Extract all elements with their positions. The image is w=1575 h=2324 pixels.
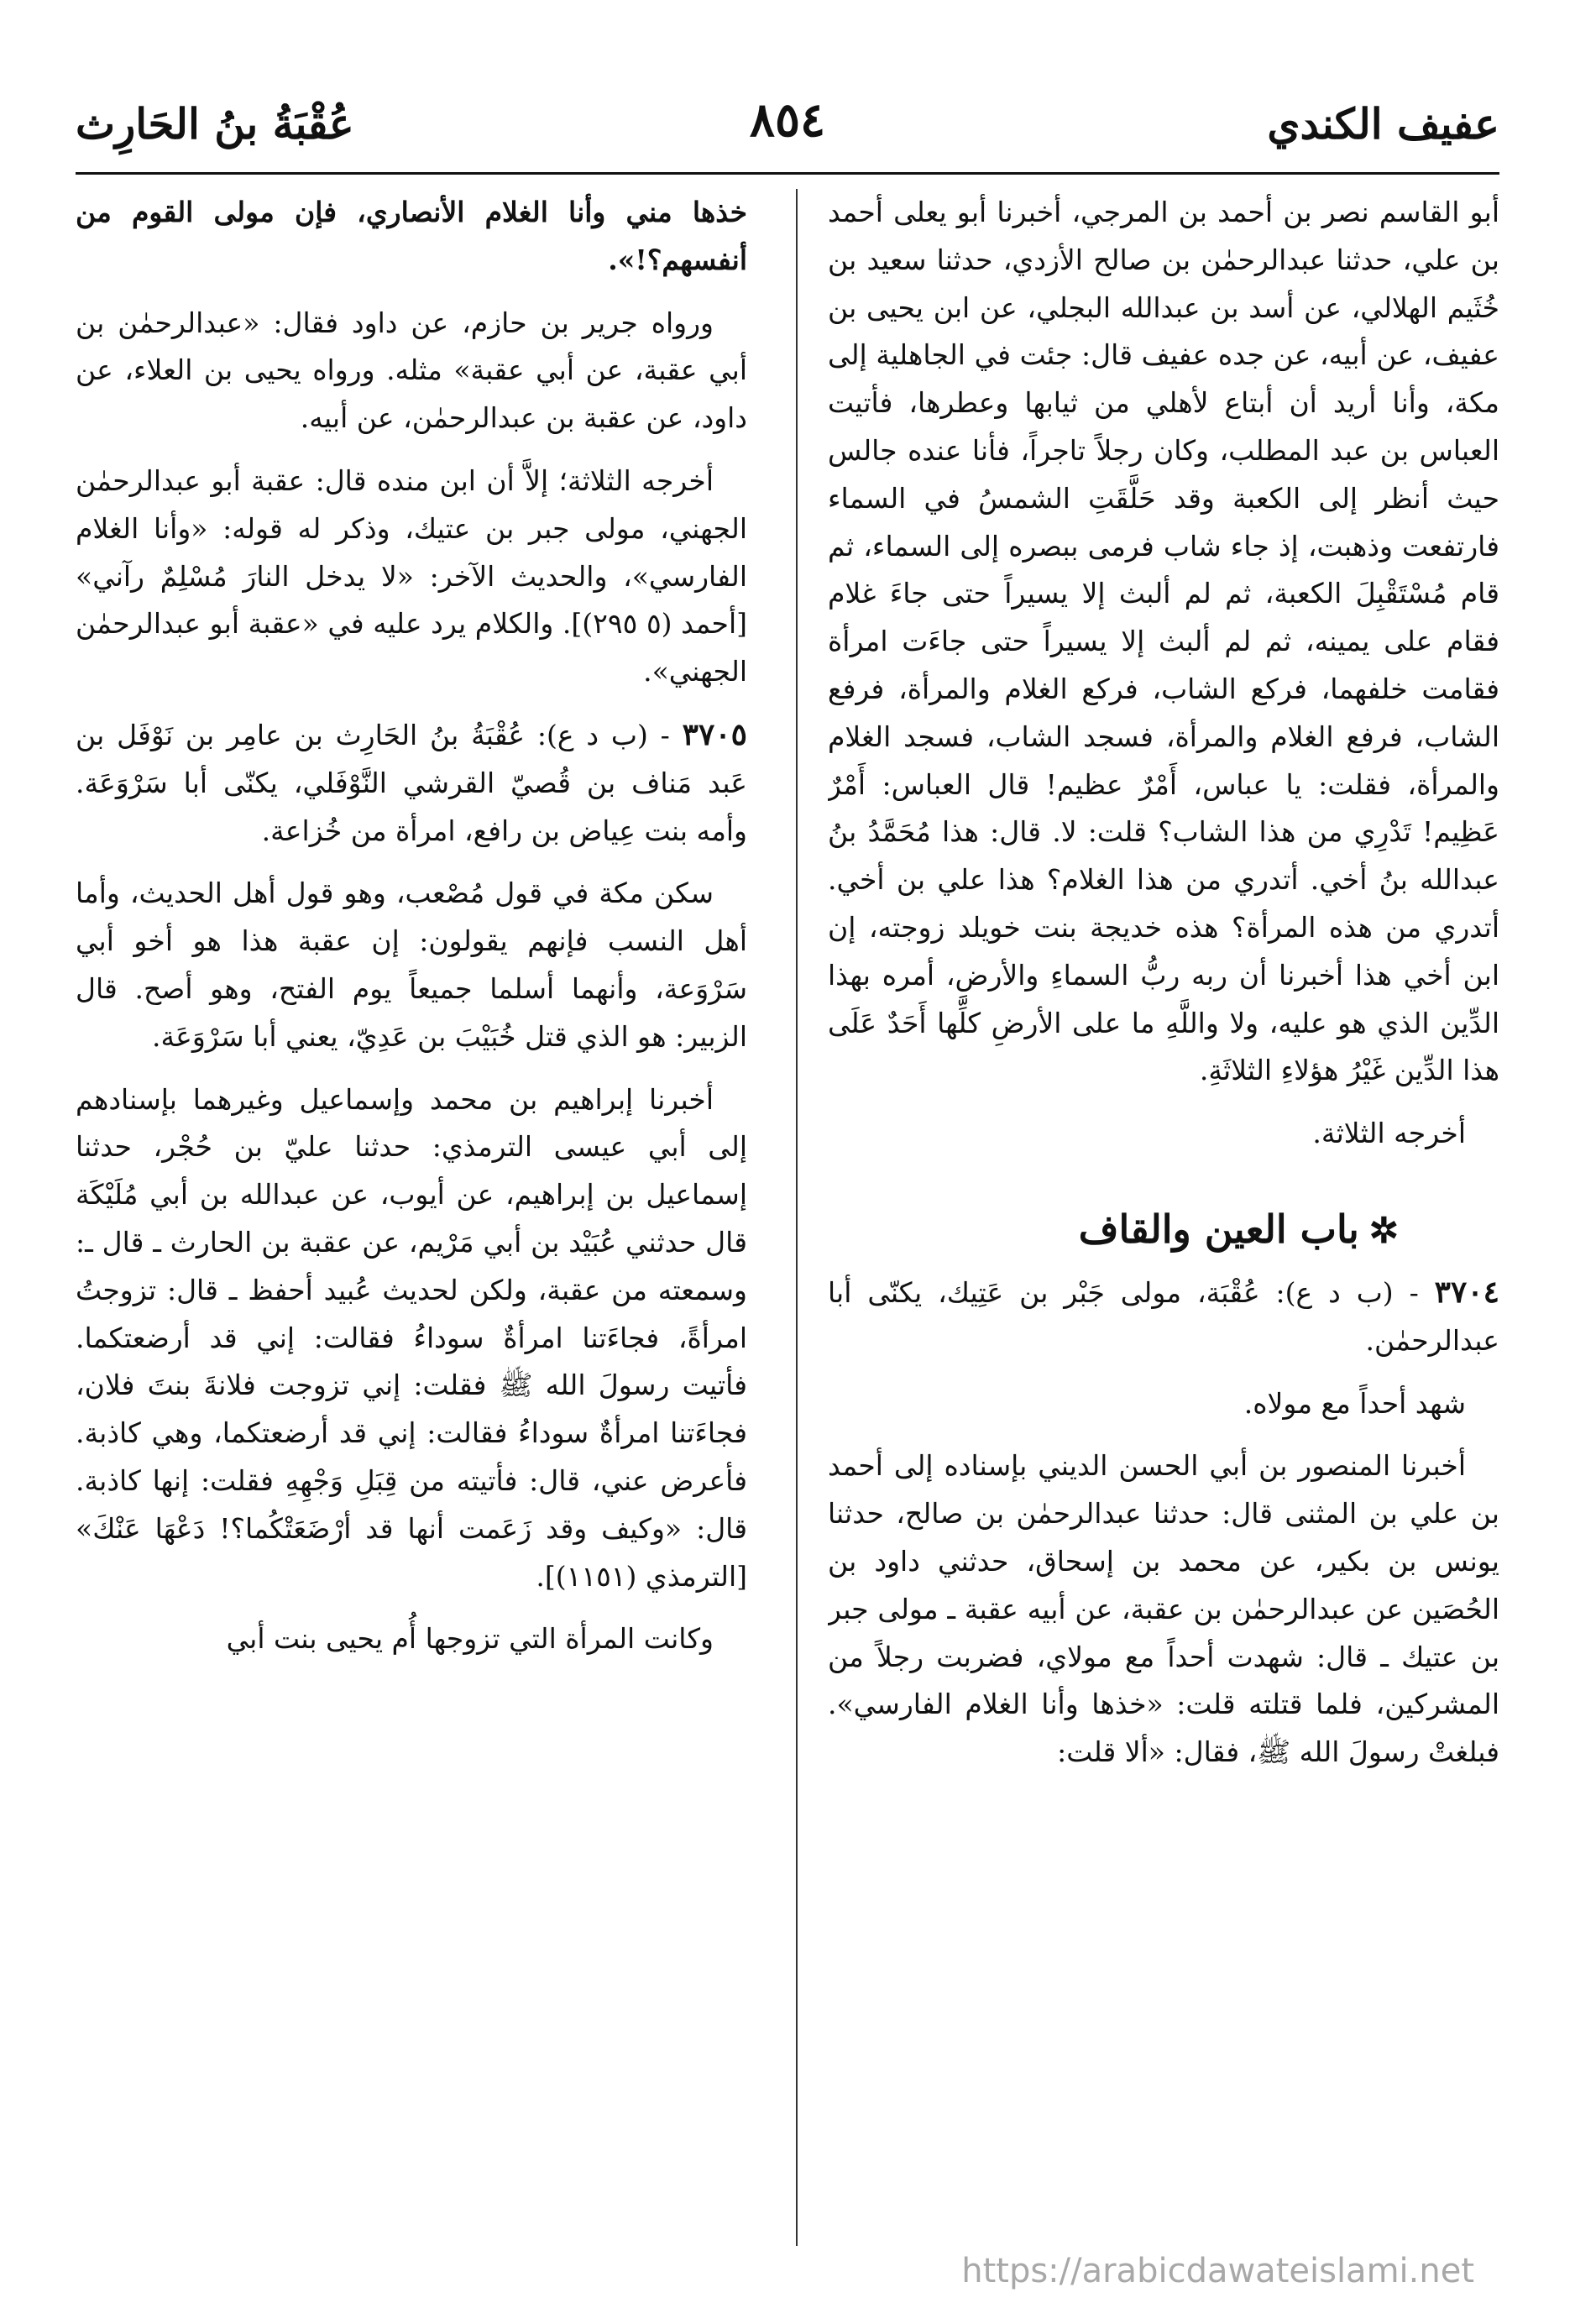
paragraph: أخبرنا إبراهيم بن محمد وإسماعيل وغيرهما بإسنادهم إلى أبي عيسى الترمذي: حدثنا عليّ بن حُجْر، حدثنا إسماعيل بن إبراهيم، عن أيوب، عن عبدالله بن أبي مُلَيْكَة قال حدثني عُبَيْد بن أبي مَرْيم، عن عقبة بن الحارث ـ قال ـ: وسمعته من عقبة، ولكن لحديث عُبيد أحفظ ـ قال: تزوجتُ امرأةً، فجاءَتنا امرأةٌ سوداءُ فقالت: إني قد أرضعتكما. فأتيت رسولَ الله ﷺ فقلت: إني تزوجت فلانةَ بنتَ فلان، فجاءَتنا امرأةٌ سوداءُ فقالت: إني قد أرضعتكما، وهي كاذبة. فأعرض عني، قال: فأتيته من قِبَلِ وَجْهِهِ فقلت: إنها كاذبة. قال: «وكيف وقد زَعَمت أنها قد أرْضَعَتْكُما؟! دَعْهَا عَنْكَ» [الترمذي (١١٥١)]. bbox=[76, 1082, 747, 1593]
watermark-url: https://arabicdawateislami.net bbox=[961, 2252, 1474, 2290]
section-heading bbox=[828, 1200, 1499, 1260]
entry-3704 bbox=[828, 1269, 1499, 1365]
column-divider bbox=[796, 189, 798, 2246]
header-rule bbox=[76, 172, 1499, 175]
paragraph: أخبرنا المنصور بن أبي الحسن الديني بإسناده إلى أحمد بن علي بن المثنى قال: حدثنا عبدالرحمٰن بن صالح، حدثنا يونس بن بكير، عن محمد بن إسحاق، حدثني داود بن الحُصَين عن عبدالرحمٰن بن عقبة، عن أبيه عقبة ـ مولى جبر بن عتيك ـ قال: شهدت أحداً مع مولاي، فضربت رجلاً من المشركين، فلما قتلته قلت: «خذها وأنا الغلام الفارسي». فبلغتْ رسولَ الله ﷺ، فقال: «ألا قلت: bbox=[828, 1449, 1499, 1769]
paragraph bbox=[76, 189, 747, 285]
paragraph: أخرجه الثلاثة؛ إلاَّ أن ابن منده قال: عقبة أبو عبدالرحمٰن الجهني، مولى جبر بن عتيك، وذكر له قوله: «وأنا الغلام الفارسي»، والحديث الآخر: «لا يدخل النارَ مُسْلِمٌ رآني» [أحمد (٥ ٢٩٥)]. والكلام يرد عليه في «عقبة أبو عبدالرحمٰن الجهني». bbox=[76, 463, 747, 688]
entry-number: ٣٧٠٥ bbox=[682, 716, 747, 752]
bold-quote: خذها مني وأنا الغلام الأنصاري، فإن مولى القوم من أنفسهم؟!». bbox=[76, 196, 747, 276]
page-number: ٨٥٤ bbox=[749, 92, 826, 148]
left-column bbox=[76, 189, 747, 2271]
running-head-right-title: عفيف الكندي bbox=[1267, 99, 1499, 149]
paragraph: ورواه جرير بن حازم، عن داود فقال: «عبدالرحمٰن بن أبي عقبة، عن أبي عقبة» مثله. ورواه يحيى بن العلاء، عن داود، عن عقبة بن عبدالرحمٰن، عن أبيه. bbox=[76, 306, 747, 435]
paragraph: سكن مكة في قول مُصْعب، وهو قول أهل الحديث، وأما أهل النسب فإنهم يقولون: إن عقبة هذا هو أخو أبي سَرْوَعة، وأنهما أسلما جميعاً يوم الفتح، وهو أصح. قال الزبير: هو الذي قتل خُبَيْبَ بن عَدِيّ، يعني أبا سَرْوَعَة. bbox=[76, 877, 747, 1053]
paragraph: أبو القاسم نصر بن أحمد بن المرجي، أخبرنا أبو يعلى أحمد بن علي، حدثنا عبدالرحمٰن بن صالح الأزدي، حدثنا سعيد بن خُثَيم الهلالي، عن أسد بن عبدالله البجلي، عن ابن يحيى بن عفيف، عن أبيه، عن جده عفيف قال: جئت في الجاهلية إلى مكة، وأنا أريد أن أبتاع لأهلي من ثيابها وعطرها، فأتيت العباس بن عبد المطلب، وكان رجلاً تاجراً، فأنا عنده جالس حيث أنظر إلى الكعبة وقد حَلَّقَتِ الشمسُ في السماء فارتفعت وذهبت، إذ جاء شاب فرمى ببصره إلى السماء، ثم قام مُسْتَقْبِلَ الكعبة، ثم لم ألبث إلا يسيراً حتى جاءَ غلام فقام على يمينه، ثم لم ألبث إلا يسيراً حتى جاءَت امرأة فقامت خلفهما، فركع الشاب، فركع الغلام والمرأة، فرفع الشاب، فرفع الغلام والمرأة، فسجد الشاب، فسجد الغلام والمرأة، فقلت: يا عباس، أَمْرٌ عظيم! قال العباس: أَمْرٌ عَظِيم! تَدْرِي من هذا الشاب؟ قلت: لا. قال: هذا مُحَمَّدُ بنُ عبدالله بنُ أخي. أتدري من هذا الغلام؟ هذا علي بن أخي. أتدري من هذه المرأة؟ هذه خديجة بنت خويلد زوجته، إن ابن أخي هذا أخبرنا أن ربه ربُّ السماءِ والأرضِ، أمره بهذا الدِّين الذي هو عليه، ولا واللَّهِ ما على الأرضِ كلِّها أَحَدٌ عَلَى هذا الدِّين غَيْرُ هؤلاءِ الثلاثَةِ. bbox=[828, 196, 1499, 1087]
paragraph: شهد أحداً مع مولاه. bbox=[1243, 1386, 1466, 1420]
entry-3705 bbox=[76, 711, 747, 855]
right-column bbox=[828, 189, 1499, 2271]
section-heading-text: باب العين والقاف bbox=[1078, 1206, 1359, 1252]
entry-text: - (ب د ع): عُقْبَة، مولى جَبْر بن عَتِيك، يكنّى أبا عبدالرحمٰن. bbox=[828, 1275, 1499, 1357]
entry-number: ٣٧٠٤ bbox=[1434, 1274, 1499, 1310]
running-head bbox=[76, 92, 1499, 160]
running-head-left-title: عُقْبَةُ بنُ الحَارِث bbox=[76, 99, 354, 149]
entry-text: - (ب د ع): عُقْبَةُ بنُ الحَارِث بن عامِر بن نَوْفَل بن عَبد مَناف بن قُصيّ القرشي النَّوْفَلي، يكنّى أبا سَرْوَعَة. وأمه بنت عِياض بن رافع، امرأة من خُزاعة. bbox=[76, 718, 747, 847]
paragraph: وكانت المرأة التي تزوجها أُم يحيى بنت أبي bbox=[226, 1622, 714, 1656]
paragraph: أخرجه الثلاثة. bbox=[1312, 1117, 1466, 1150]
star-ornament-icon: ✲ bbox=[1368, 1209, 1399, 1251]
